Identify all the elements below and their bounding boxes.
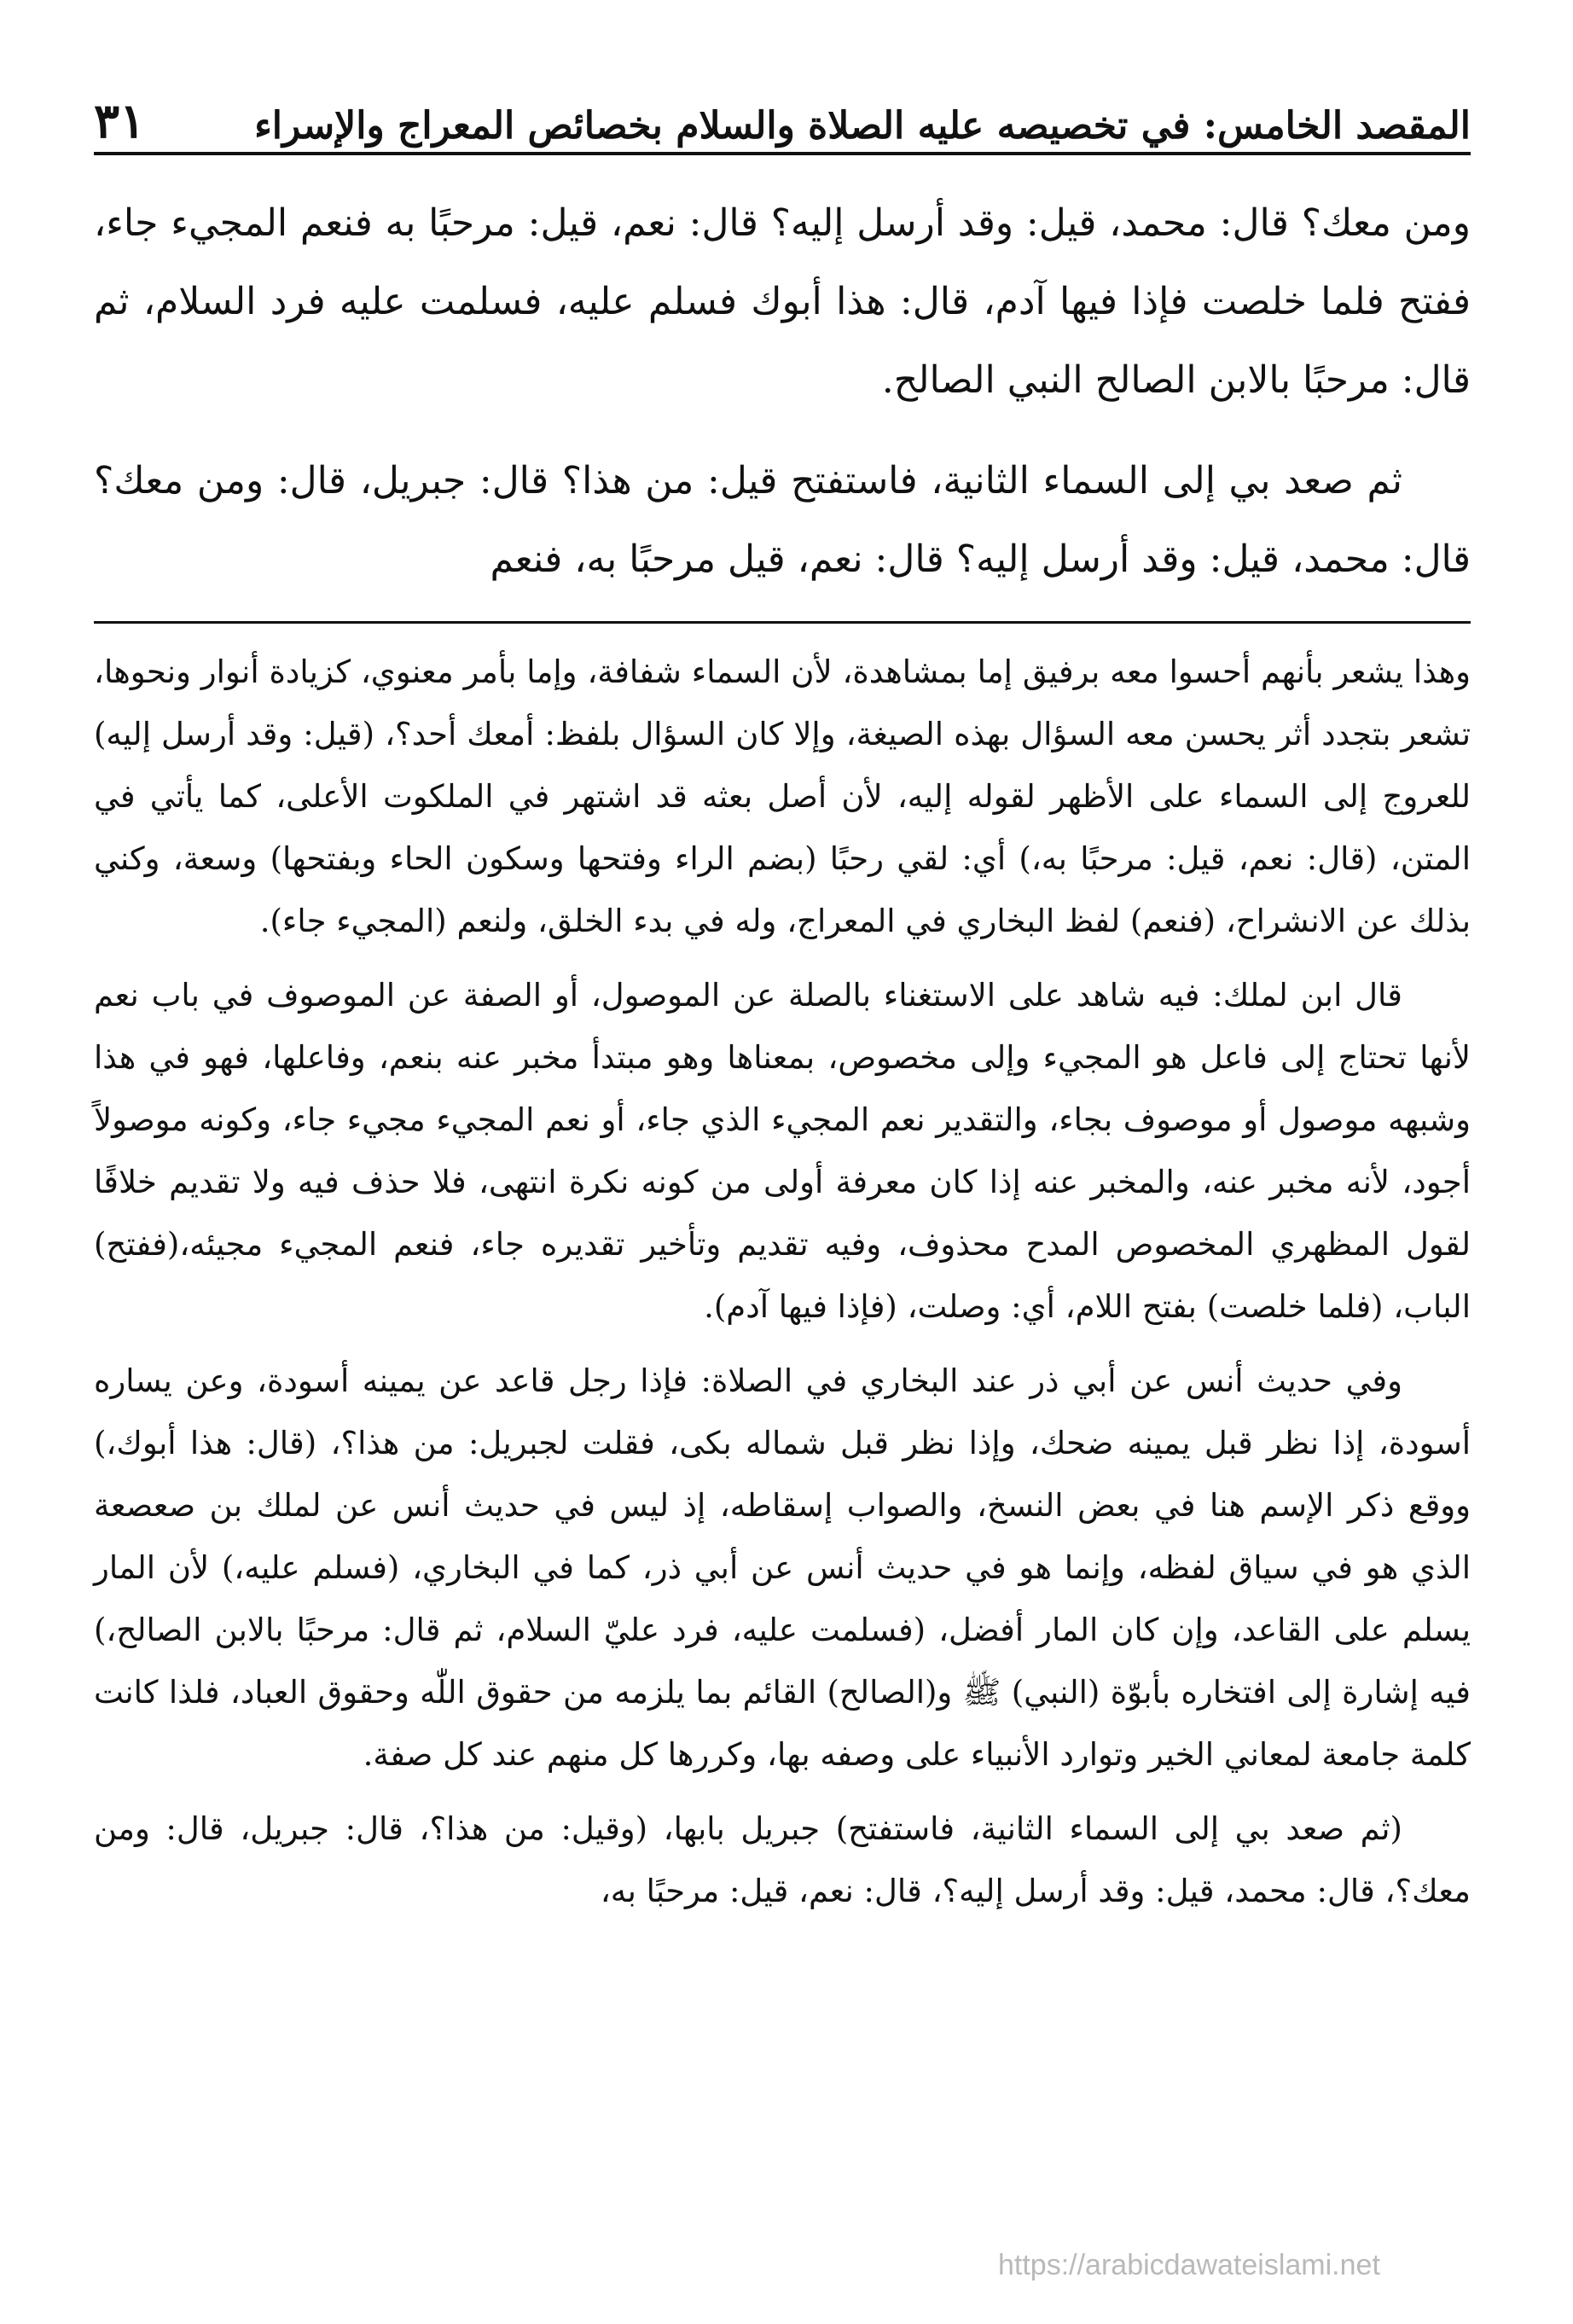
commentary-text <box>94 641 1471 1922</box>
page-number: ٣١ <box>94 93 146 149</box>
main-text <box>94 184 1471 599</box>
main-paragraph: ثم صعد بي إلى السماء الثانية، فاستفتح قيل: من هذا؟ قال: جبريل، قال: ومن معك؟ قال: محمد، قيل: وقد أرسل إليه؟ قال: نعم، قيل مرحبًا به، فنعم <box>94 459 1471 581</box>
commentary-paragraph: (ثم صعد بي إلى السماء الثانية، فاستفتح) جبريل بابها، (وقيل: من هذا؟، قال: جبريل، قال: ومن معك؟، قال: محمد، قيل: وقد أرسل إليه؟، قال: نعم، قيل: مرحبًا به، <box>94 1810 1471 1909</box>
page-header <box>94 85 1471 155</box>
commentary-paragraph: وهذا يشعر بأنهم أحسوا معه برفيق إما بمشاهدة، لأن السماء شفافة، وإما بأمر معنوي، كزيادة أنوار ونحوها، تشعر بتجدد أثر يحسن معه السؤال بهذه الصيغة، وإلا كان السؤال بلفظ: أمعك أحد؟، (قيل: وقد أرسل إليه) للعروج إلى السماء على الأظهر لقوله إليه، لأن أصل بعثه قد اشتهر في الملكوت الأعلى، كما يأتي في المتن، (قال: نعم، قيل: مرحبًا به،) أي: لقي رحبًا (بضم الراء وفتحها وسكون الحاء وبفتحها) وسعة، وكني بذلك عن الانشراح، (فنعم) لفظ البخاري في المعراج، وله في بدء الخلق، ولنعم (المجيء جاء). <box>94 654 1471 939</box>
watermark-url: https://arabicdawateislami.net <box>998 2249 1380 2281</box>
footnote-divider <box>94 621 1471 624</box>
commentary-paragraph: قال ابن لملك: فيه شاهد على الاستغناء بالصلة عن الموصول، أو الصفة عن الموصوف في باب نعم لأنها تحتاج إلى فاعل هو المجيء وإلى مخصوص، بمعناها وهو مبتدأ مخبر عنه بنعم، وفاعلها، فهو في هذا وشبهه موصول أو موصوف بجاء، والتقدير نعم المجيء الذي جاء، أو نعم المجيء مجيء جاء، وكونه موصولاً أجود، لأنه مخبر عنه، والمخبر عنه إذا كان معرفة أولى من كونه نكرة انتهى، فلا حذف فيه ولا تقديم خلافًا لقول المظهري المخصوص المدح محذوف، وفيه تقديم وتأخير تقديره جاء، فنعم المجيء مجيئه،(ففتح) الباب، (فلما خلصت) بفتح اللام، أي: وصلت، (فإذا فيها آدم). <box>94 977 1471 1325</box>
commentary-paragraph: وفي حديث أنس عن أبي ذر عند البخاري في الصلاة: فإذا رجل قاعد عن يمينه أسودة، وعن يساره أسودة، إذا نظر قبل يمينه ضحك، وإذا نظر قبل شماله بكى، فقلت لجبريل: من هذا؟، (قال: هذا أبوك،) ووقع ذكر الإسم هنا في بعض النسخ، والصواب إسقاطه، إذ ليس في حديث أنس عن لملك بن صعصعة الذي هو في سياق لفظه، وإنما هو في حديث أنس عن أبي ذر، كما في البخاري، (فسلم عليه،) لأن المار يسلم على القاعد، وإن كان المار أفضل، (فسلمت عليه، فرد عليّ السلام، ثم قال: مرحبًا بالابن الصالح،) فيه إشارة إلى افتخاره بأبوّة (النبي) ﷺ و(الصالح) القائم بما يلزمه من حقوق اللّٰه وحقوق العباد، فلذا كانت كلمة جامعة لمعاني الخير وتوارد الأنبياء على وصفه بها، وكررها كل منهم عند كل صفة. <box>94 1362 1471 1773</box>
running-title: المقصد الخامس: في تخصيصه عليه الصلاة والسلام بخصائص المعراج والإسراء <box>254 104 1471 148</box>
main-paragraph: ومن معك؟ قال: محمد، قيل: وقد أرسل إليه؟ قال: نعم، قيل: مرحبًا به فنعم المجيء جاء، ففتح فلما خلصت فإذا فيها آدم، قال: هذا أبوك فسلم عليه، فسلمت عليه فرد السلام، ثم قال: مرحبًا بالابن الصالح النبي الصالح. <box>94 201 1471 402</box>
